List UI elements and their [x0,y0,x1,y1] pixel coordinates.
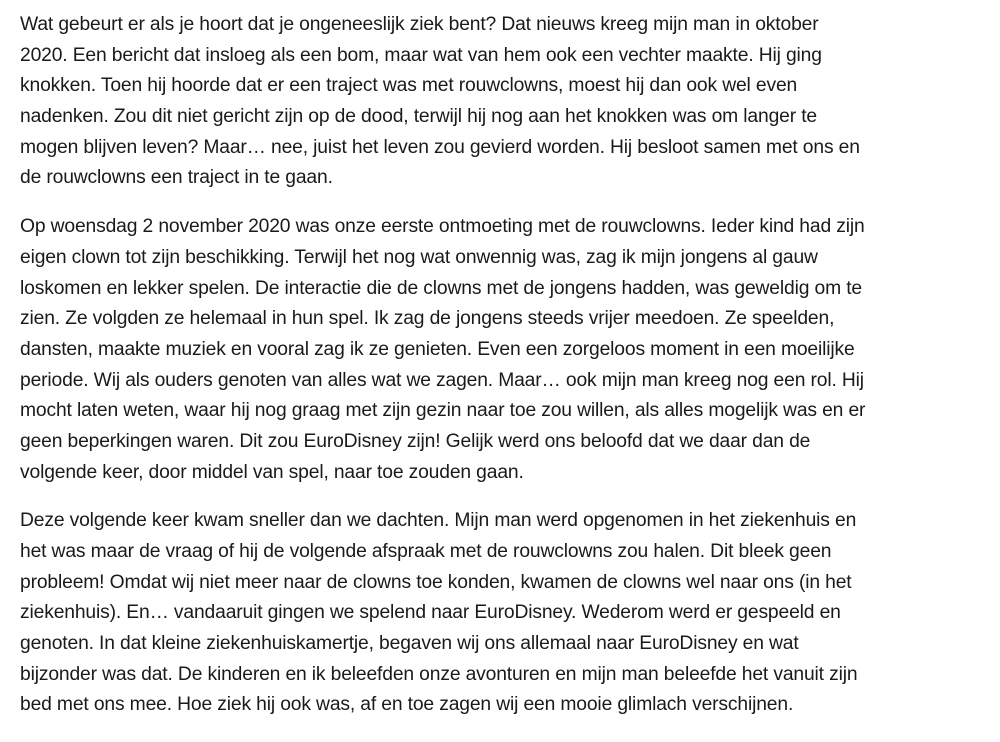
text-line: mocht laten weten, waar hij nog graag met zijn gezin naar toe zou willen, als alles mogelijk was en er [20,400,866,422]
text-line: probleem! Omdat wij niet meer naar de clowns toe konden, kwamen de clowns wel naar ons (in het [20,571,852,593]
text-line: Op woensdag 2 november 2020 was onze eerste ontmoeting met de rouwclowns. Ieder kind had zijn [20,216,865,238]
text-line: nadenken. Zou dit niet gericht zijn op de dood, terwijl hij nog aan het knokken was om langer te [20,106,817,128]
text-line: mogen blijven leven? Maar… nee, juist het leven zou gevierd worden. Hij besloot samen met ons en [20,136,860,158]
document-body [20,10,990,739]
text-line: de rouwclowns een traject in te gaan. [20,167,333,189]
text-line: loskomen en lekker spelen. De interactie die de clowns met de jongens hadden, was geweldig om te [20,277,862,299]
text-line: bed met ons mee. Hoe ziek hij ook was, af en toe zagen wij een mooie glimlach verschijnen. [20,694,794,716]
text-line: 2020. Een bericht dat insloeg als een bom, maar wat van hem ook een vechter maakte. Hij ging [20,44,822,66]
text-line: dansten, maakte muziek en vooral zag ik ze genieten. Even een zorgeloos moment in een moeilijke [20,338,855,360]
text-line: volgende keer, door middel van spel, naar toe zouden gaan. [20,461,524,483]
text-line: zien. Ze volgden ze helemaal in hun spel. Ik zag de jongens steeds vrijer meedoen. Ze speelden, [20,308,835,330]
text-line: Wat gebeurt er als je hoort dat je ongeneeslijk ziek bent? Dat nieuws kreeg mijn man in oktober [20,14,819,35]
paragraph-3 [20,506,990,721]
text-line: het was maar de vraag of hij de volgende afspraak met de rouwclowns zou halen. Dit bleek geen [20,541,832,562]
text-line: Deze volgende keer kwam sneller dan we dachten. Mijn man werd opgenomen in het ziekenhuis en [20,510,857,532]
text-line: bijzonder was dat. De kinderen en ik beleefden onze avonturen en mijn man beleefde het vanuit zijn [20,663,858,685]
paragraph-2 [20,212,990,488]
text-line: eigen clown tot zijn beschikking. Terwijl het nog wat onwennig was, zag ik mijn jongens al gauw [20,246,818,268]
text-line: periode. Wij als ouders genoten van alles wat we zagen. Maar… ook mijn man kreeg nog een rol. Hij [20,369,864,391]
text-line: geen beperkingen waren. Dit zou EuroDisney zijn! Gelijk werd ons beloofd dat we daar dan de [20,430,811,452]
text-line: knokken. Toen hij hoorde dat er een traject was met rouwclowns, moest hij dan ook wel even [20,75,798,97]
text-line: ziekenhuis). En… vandaaruit gingen we spelend naar EuroDisney. Wederom werd er gespeeld en [20,602,841,624]
paragraph-1 [20,10,990,194]
text-line: genoten. In dat kleine ziekenhuiskamertje, begaven wij ons allemaal naar EuroDisney en wat [20,633,799,655]
